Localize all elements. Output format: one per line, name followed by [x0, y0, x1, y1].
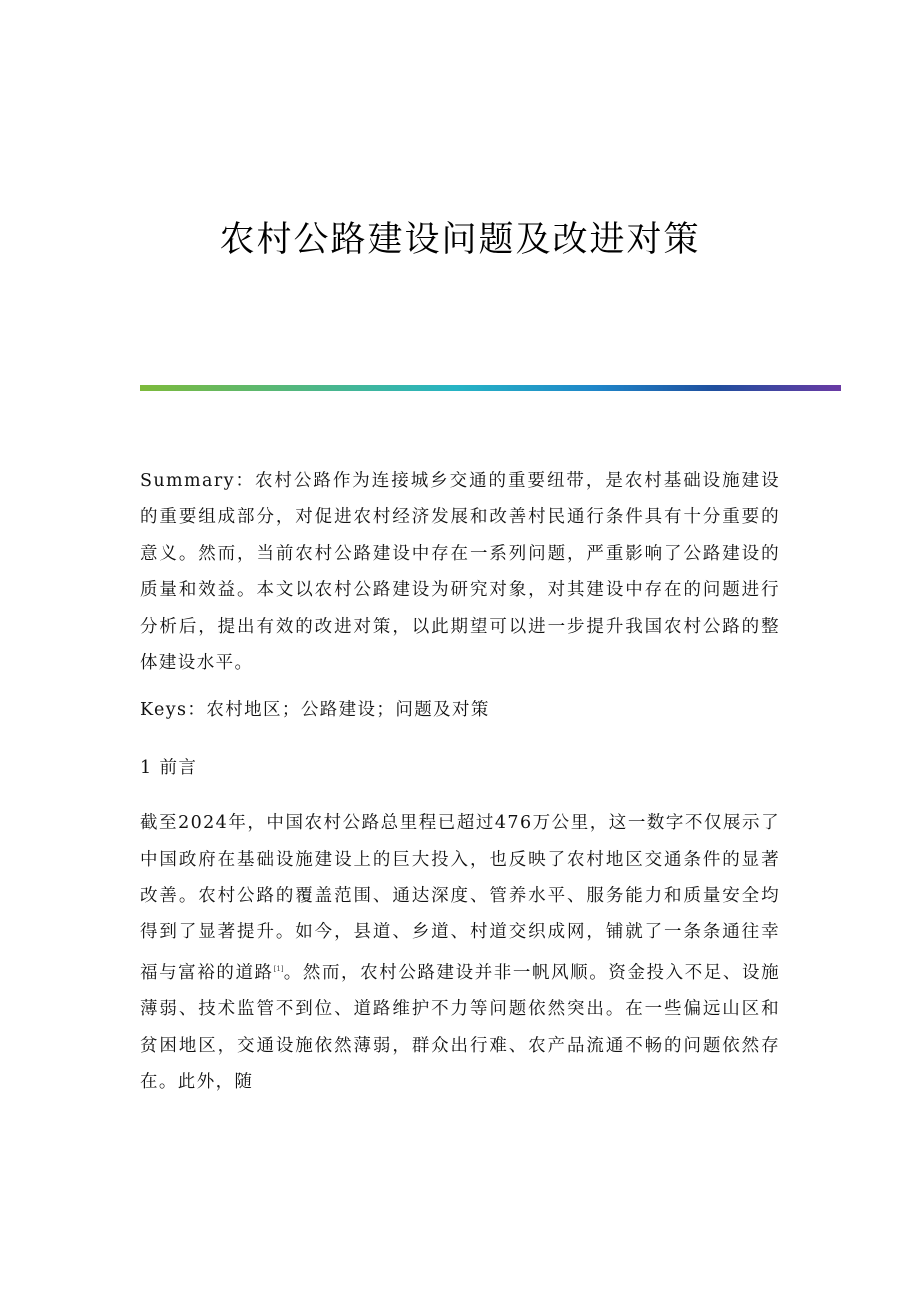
body-text-part1: 截至2024年，中国农村公路总里程已超过476万公里，这一数字不仅展示了中国政府在基础设施建设上的巨大投入，也反映了农村地区交通条件的显著改善。农村公路的覆盖范围、通达深度、管养水平、服务能力和质量安全均得到了显著提升。如今，县道、乡道、村道交织成网，铺就了一条条通往幸福与富裕的道路	[140, 813, 780, 983]
summary-text: 农村公路作为连接城乡交通的重要纽带，是农村基础设施建设的重要组成部分，对促进农村经济发展和改善村民通行条件具有十分重要的意义。然而，当前农村公路建设中存在一系列问题，严重影响了公路建设的质量和效益。本文以农村公路建设为研究对象，对其建设中存在的问题进行分析后，提出有效的改进对策，以此期望可以进一步提升我国农村公路的整体建设水平。	[140, 471, 780, 674]
section-heading: 1 前言	[140, 757, 198, 778]
section-body-paragraph	[140, 805, 780, 1100]
document-title: 农村公路建设问题及改进对策	[219, 220, 701, 260]
summary-label: Summary：	[140, 471, 255, 491]
keywords-line	[140, 692, 780, 728]
title-divider-bar	[140, 385, 841, 391]
keywords-text: 农村地区；公路建设；问题及对策	[206, 700, 490, 721]
summary-paragraph	[140, 463, 780, 681]
document-body	[140, 463, 780, 1101]
citation-marker: [1]	[273, 964, 284, 973]
body-text-part2: 。然而，农村公路建设并非一帆风顺。资金投入不足、设施薄弱、技术监管不到位、道路维护不力等问题依然突出。在一些偏远山区和贫困地区，交通设施依然薄弱，群众出行难、农产品流通不畅的问题依然存在。此外，随	[140, 962, 780, 1093]
keywords-label: Keys：	[140, 700, 207, 721]
